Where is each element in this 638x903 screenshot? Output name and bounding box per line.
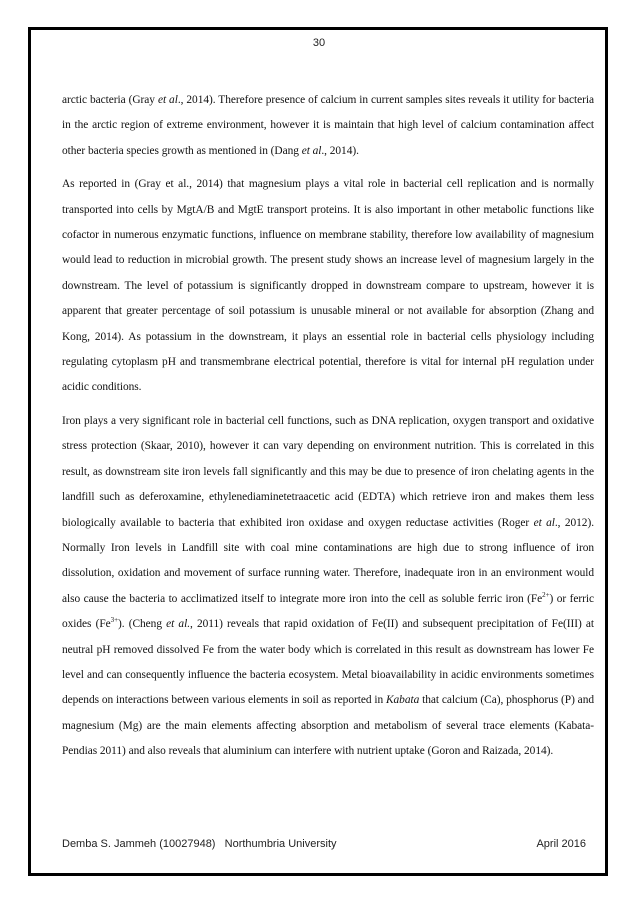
page-number: 30 — [312, 37, 326, 49]
paragraph — [62, 409, 594, 765]
italic-text: et al — [533, 516, 555, 529]
text-run: , 2011) reveals that rapid oxidation of Fe(II) and subsequent precipitation of Fe(III) at neutral pH removed dissolved Fe from the water body which is correlated in this result as downstream has lower Fe level and can consequently influence the bacteria ecosystem. Metal bioavailability in acidic environments sometimes depends on interactions between various elements in soil as reported in — [62, 618, 594, 707]
footer-author: Demba S. Jammeh (10027948) Northumbria University — [62, 838, 337, 850]
text-run: that calcium (Ca), phosphorus (P) and magnesium (Mg) are the main elements affecting absorption and metabolism of several trace elements (Kabata-Pendias 2011) and also reveals that aluminium can interfere with nutrient uptake (Goron and Raizada, 2014). — [62, 694, 594, 758]
superscript: 2+ — [542, 590, 550, 599]
footer-date: April 2016 — [536, 838, 586, 850]
italic-text: et al — [301, 144, 322, 157]
italic-text: Kabata — [385, 694, 420, 707]
text-run: ., 2014). Therefore presence of calcium in current samples sites reveals it utility for bacteria in the arctic region of extreme environment, however it is maintain that high level of calcium contamination affect other bacteria species growth as mentioned in (Dang — [62, 94, 594, 157]
text-run: arctic bacteria (Gray — [62, 94, 158, 106]
text-run: ., 2012). Normally Iron levels in Landfill site with coal mine contaminations are high due to strong influence of iron dissolution, oxidation and movement of surface running water. Therefore, inadequate iron in an environment would also cause the bacteria to acclimatized itself to integrate more iron into the cell as soluble ferric iron (Fe — [62, 516, 594, 605]
paragraph — [62, 88, 594, 164]
paragraph — [62, 172, 594, 401]
text-run: As reported in (Gray et al., 2014) that magnesium plays a vital role in bacterial cell replication and is normally transported into cells by MgtA/B and MgtE transport proteins. It is also important in other metabolic functions like cofactor in numerous enzymatic functions, influence on membrane stability, therefore low availability of magnesium would lead to reduction in microbial growth. The present study shows an increase level of magnesium largely in the downstream. The level of potassium is significantly dropped in downstream compare to upstream, however it is apparent that greater percentage of soil potassium is unusable mineral or not available for absorption (Zhang and Kong, 2014). As potassium in the downstream, it plays an essential role in bacterial cells physiology including regulating cytoplasm pH and transmembrane electrical potential, therefore is vital for internal pH regulation under acidic conditions. — [62, 178, 594, 394]
text-run: ) or ferric oxides (Fe — [62, 592, 594, 631]
text-run: ). (Cheng — [118, 618, 167, 631]
text-run: ., 2014). — [321, 144, 359, 157]
text-run: Iron plays a very significant role in bacterial cell functions, such as DNA replication, oxygen transport and oxidative stress protection (Skaar, 2010), however it can vary depending on environment nutrition. This is correlated in this result, as downstream site iron levels fall significantly and this may be due to presence of iron chelating agents in the landfill such as deferoxamine, ethylenediaminetetraacetic acid (EDTA) which retrieve iron and makes them less biologically available to bacteria that exhibited iron oxidase and oxygen reductase activities (Roger — [62, 414, 594, 529]
superscript: 3+ — [110, 616, 119, 625]
italic-text: et al — [157, 94, 178, 106]
document-body — [62, 88, 594, 773]
italic-text: et al. — [166, 618, 190, 631]
